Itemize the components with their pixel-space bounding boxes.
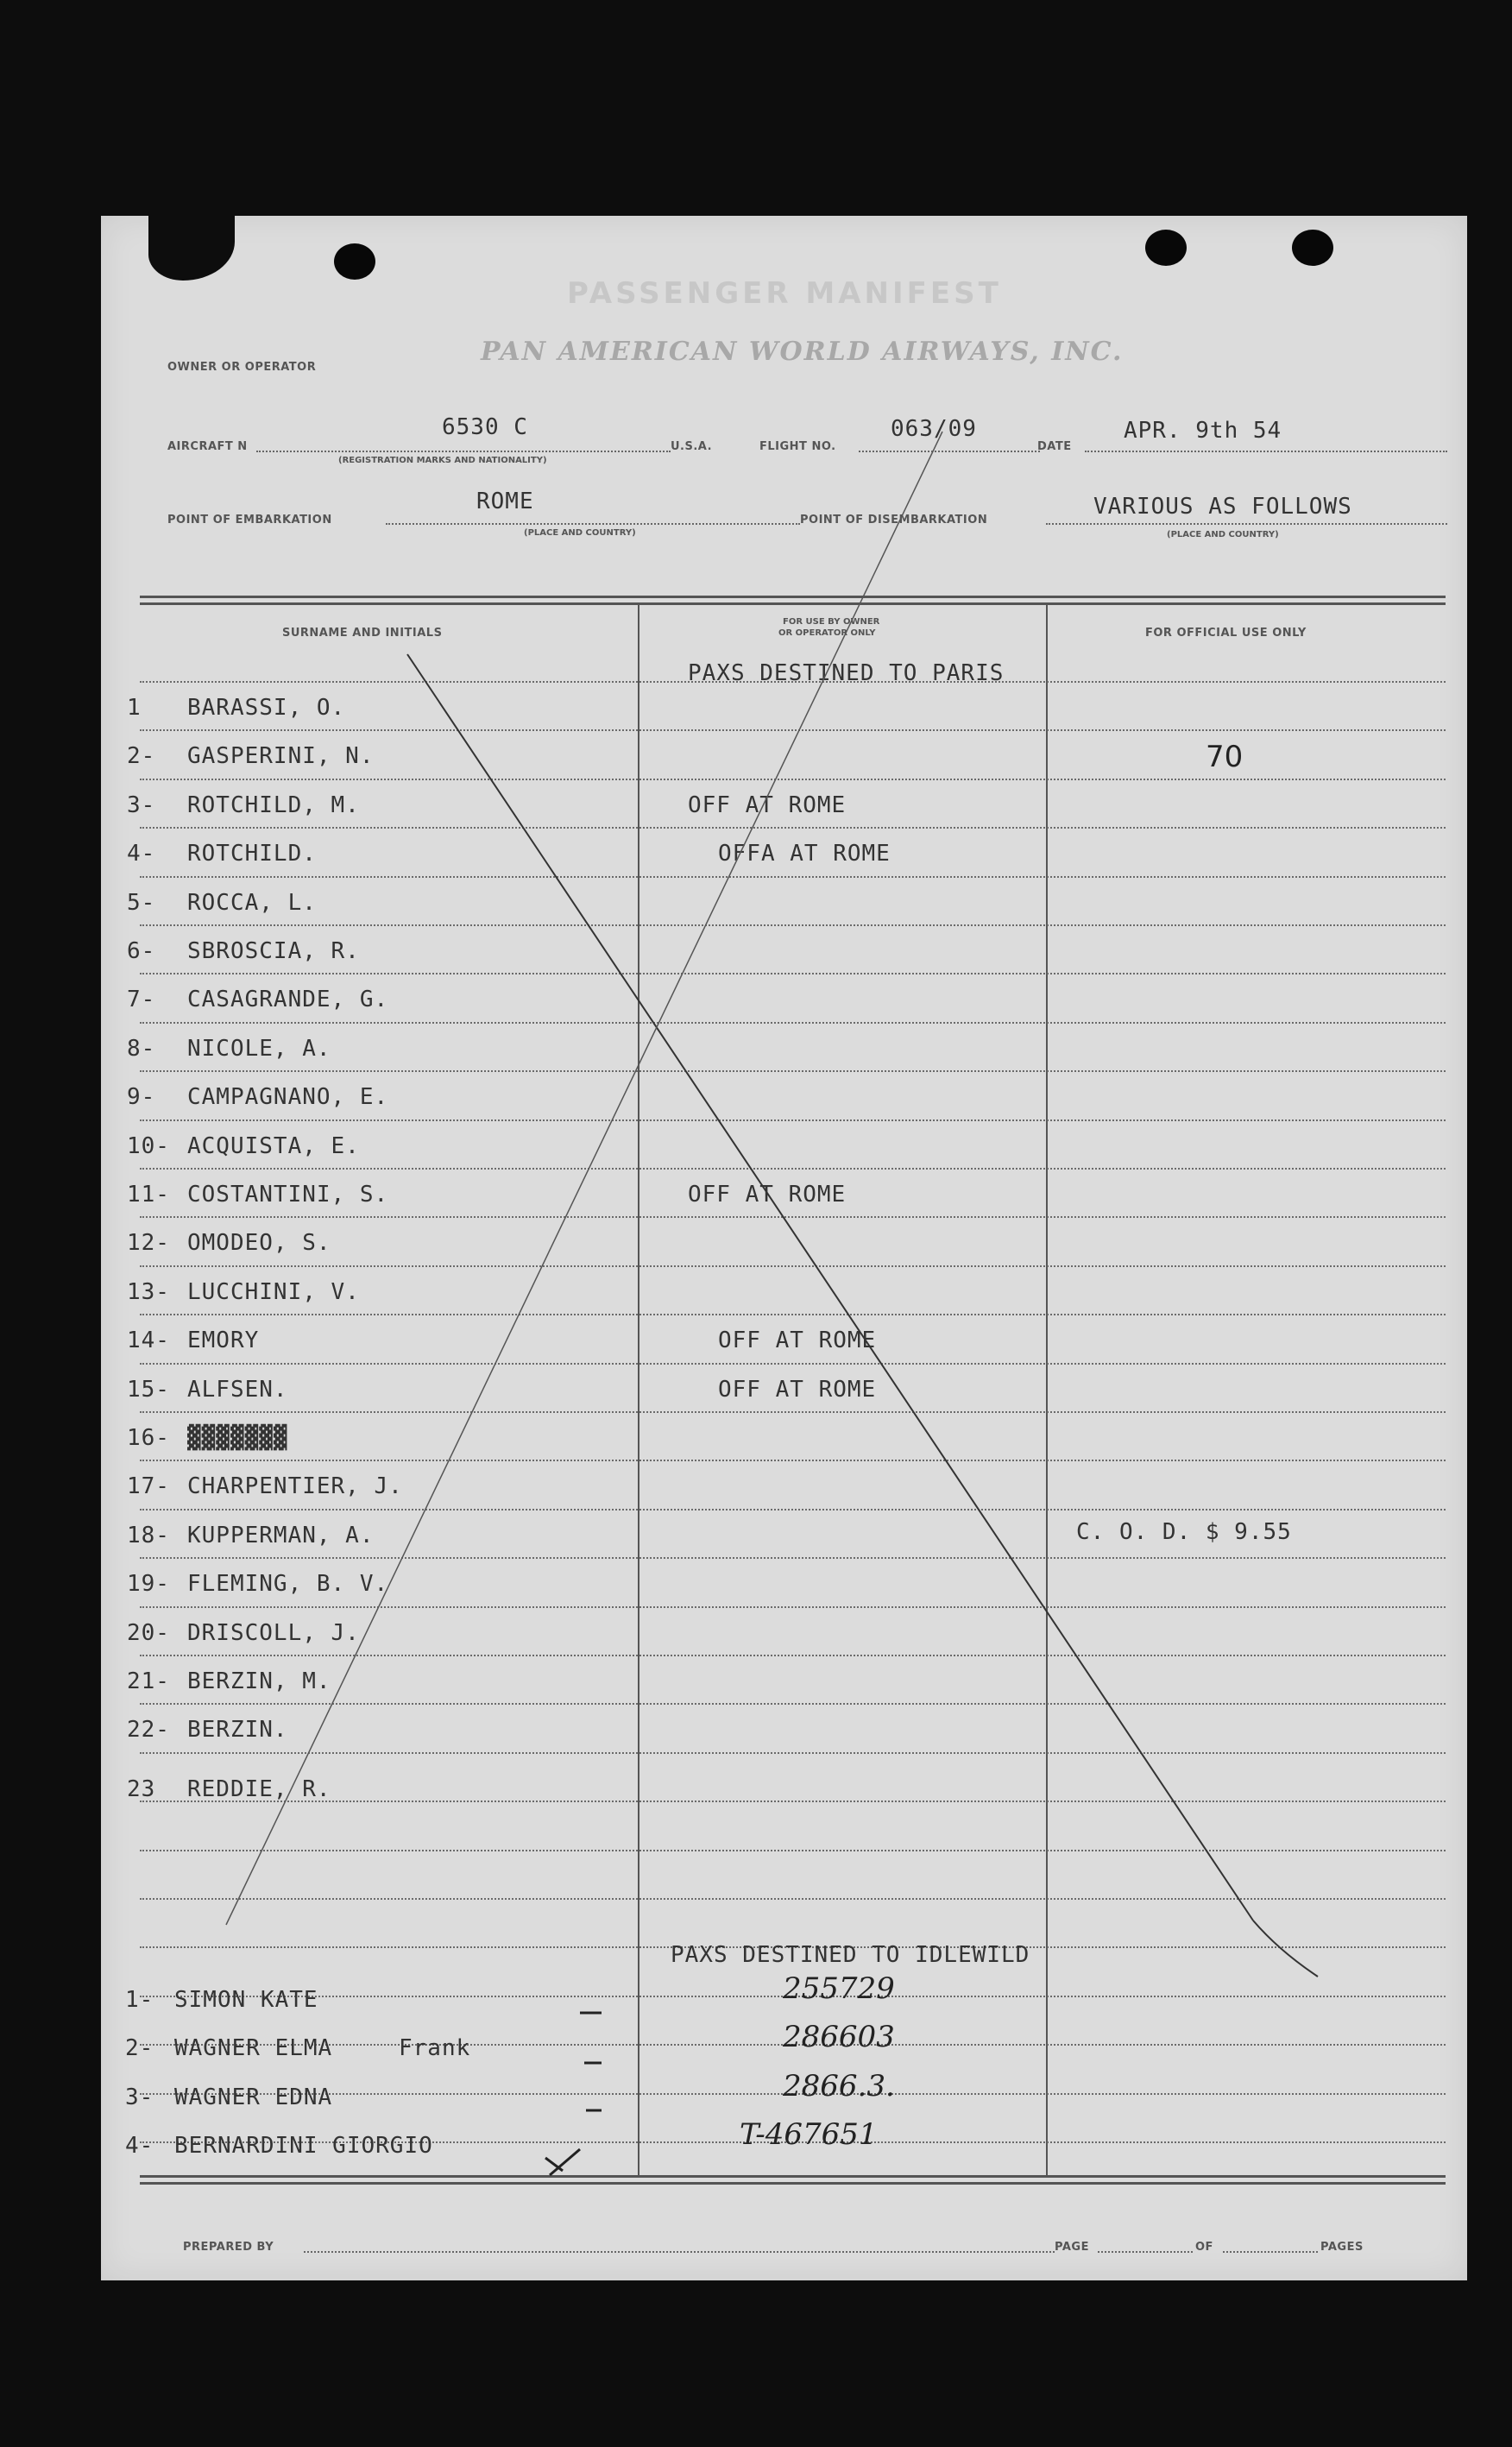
cancel-strokes xyxy=(101,216,1467,2280)
passenger-extra: Frank xyxy=(399,2035,471,2062)
passenger-number: 1- xyxy=(125,1987,154,2013)
date-value: APR. 9th 54 xyxy=(1124,418,1282,444)
passenger-name: ROTCHILD. xyxy=(187,841,317,867)
passenger-number: 14- xyxy=(127,1328,170,1354)
passenger-number: 5- xyxy=(127,889,156,916)
passenger-name: REDDIE, R. xyxy=(187,1775,331,1802)
passenger-name: FLEMING, B. V. xyxy=(187,1571,389,1598)
passenger-name: BERZIN. xyxy=(187,1717,288,1744)
passenger-number: 4- xyxy=(125,2133,154,2160)
passenger-name: BARASSI, O. xyxy=(187,695,346,721)
manifest-sheet xyxy=(101,216,1467,2280)
passenger-note: OFF AT ROME xyxy=(718,1376,877,1403)
passenger-name: SBROSCIA, R. xyxy=(187,938,360,964)
pages-label: PAGES xyxy=(1320,2241,1364,2254)
passenger-number: 20- xyxy=(127,1619,170,1646)
passenger-number: 4- xyxy=(127,841,156,867)
passenger-number: 22- xyxy=(127,1717,170,1744)
passenger-number: 3- xyxy=(127,791,156,818)
passenger-name: LUCCHINI, V. xyxy=(187,1278,360,1305)
passenger-name: OMODEO, S. xyxy=(187,1230,331,1257)
passenger-name: CASAGRANDE, G. xyxy=(187,987,389,1013)
prepared-by-label: PREPARED BY xyxy=(183,2241,274,2254)
passenger-number: 11- xyxy=(127,1182,170,1208)
passenger-name: CAMPAGNANO, E. xyxy=(187,1084,389,1111)
form-title: PASSENGER MANIFEST xyxy=(567,276,1002,311)
passenger-name: CHARPENTIER, J. xyxy=(187,1473,403,1500)
passenger-number: 2- xyxy=(125,2035,154,2062)
ticket-number: 255729 xyxy=(783,1971,895,2006)
passenger-number: 7- xyxy=(127,987,156,1013)
section-paris: PAXS DESTINED TO PARIS xyxy=(688,660,1005,686)
passenger-name: BERZIN, M. xyxy=(187,1668,331,1694)
passenger-number: 10- xyxy=(127,1132,170,1159)
passenger-number: 1 xyxy=(127,695,142,721)
passenger-name: ROCCA, L. xyxy=(187,889,317,916)
passenger-name: EMORY xyxy=(187,1328,260,1354)
embarkation-value: ROME xyxy=(476,489,534,514)
passenger-name: SIMON KATE xyxy=(174,1987,318,2013)
flight-label: FLIGHT NO. xyxy=(759,440,836,453)
col-owner-header-2: OR OPERATOR ONLY xyxy=(778,628,876,638)
official-entry: C. O. D. $ 9.55 xyxy=(1076,1518,1292,1545)
passenger-name: BERNARDINI GIORGIO xyxy=(174,2133,433,2160)
passenger-note: OFF AT ROME xyxy=(688,791,847,818)
passenger-note: OFF AT ROME xyxy=(688,1182,847,1208)
owner-label: OWNER OR OPERATOR xyxy=(167,361,317,374)
of-label: OF xyxy=(1195,2241,1213,2254)
aircraft-label: AIRCRAFT N xyxy=(167,440,248,453)
flight-value: 063/09 xyxy=(891,416,977,442)
passenger-number: 12- xyxy=(127,1230,170,1257)
disembarkation-value: VARIOUS AS FOLLOWS xyxy=(1093,494,1352,520)
section-idlewild: PAXS DESTINED TO IDLEWILD xyxy=(671,1942,1030,1968)
ticket-number: 2866.3. xyxy=(783,2068,895,2103)
place-note-2: (PLACE AND COUNTRY) xyxy=(1167,530,1279,539)
passenger-name: DRISCOLL, J. xyxy=(187,1619,360,1646)
passenger-number: 15- xyxy=(127,1376,170,1403)
col-surname-header: SURNAME AND INITIALS xyxy=(282,627,443,640)
passenger-name: ALFSEN. xyxy=(187,1376,288,1403)
passenger-name: GASPERINI, N. xyxy=(187,743,375,770)
passenger-number: 8- xyxy=(127,1035,156,1062)
ticket-number: 286603 xyxy=(783,2020,895,2055)
passenger-number: 9- xyxy=(127,1084,156,1111)
embarkation-label: POINT OF EMBARKATION xyxy=(167,514,332,527)
passenger-number: 17- xyxy=(127,1473,170,1500)
passenger-number: 23 xyxy=(127,1775,156,1802)
place-note-1: (PLACE AND COUNTRY) xyxy=(524,528,636,538)
passenger-name: WAGNER ELMA xyxy=(174,2035,333,2062)
aircraft-value: 6530 C xyxy=(442,414,528,440)
passenger-name: NICOLE, A. xyxy=(187,1035,331,1062)
col-official-header: FOR OFFICIAL USE ONLY xyxy=(1145,627,1307,640)
registration-note: (REGISTRATION MARKS AND NATIONALITY) xyxy=(338,456,547,465)
passenger-number: 13- xyxy=(127,1278,170,1305)
date-label: DATE xyxy=(1037,440,1072,453)
passenger-number: 16- xyxy=(127,1425,170,1451)
passenger-name: ACQUISTA, E. xyxy=(187,1132,360,1159)
passenger-name: WAGNER EDNA xyxy=(174,2084,333,2110)
passenger-number: 19- xyxy=(127,1571,170,1598)
page-label: PAGE xyxy=(1055,2241,1089,2254)
passenger-number: 2- xyxy=(127,743,156,770)
passenger-note: OFFA AT ROME xyxy=(718,841,891,867)
usa-label: U.S.A. xyxy=(671,440,713,453)
passenger-name: ▓▓▓▓▓▓▓ xyxy=(187,1425,288,1451)
passenger-number: 6- xyxy=(127,938,156,964)
passenger-name: ROTCHILD, M. xyxy=(187,791,360,818)
ticket-number: T-467651 xyxy=(740,2117,878,2153)
passenger-name: COSTANTINI, S. xyxy=(187,1182,389,1208)
passenger-number: 21- xyxy=(127,1668,170,1694)
official-entry: 70 xyxy=(1206,740,1244,775)
col-owner-header-1: FOR USE BY OWNER xyxy=(783,617,880,627)
passenger-name: KUPPERMAN, A. xyxy=(187,1522,375,1548)
passenger-number: 18- xyxy=(127,1522,170,1548)
passenger-number: 3- xyxy=(125,2084,154,2110)
disembarkation-label: POINT OF DISEMBARKATION xyxy=(800,514,988,527)
passenger-note: OFF AT ROME xyxy=(718,1328,877,1354)
company-name: PAN AMERICAN WORLD AIRWAYS, INC. xyxy=(481,337,1124,367)
